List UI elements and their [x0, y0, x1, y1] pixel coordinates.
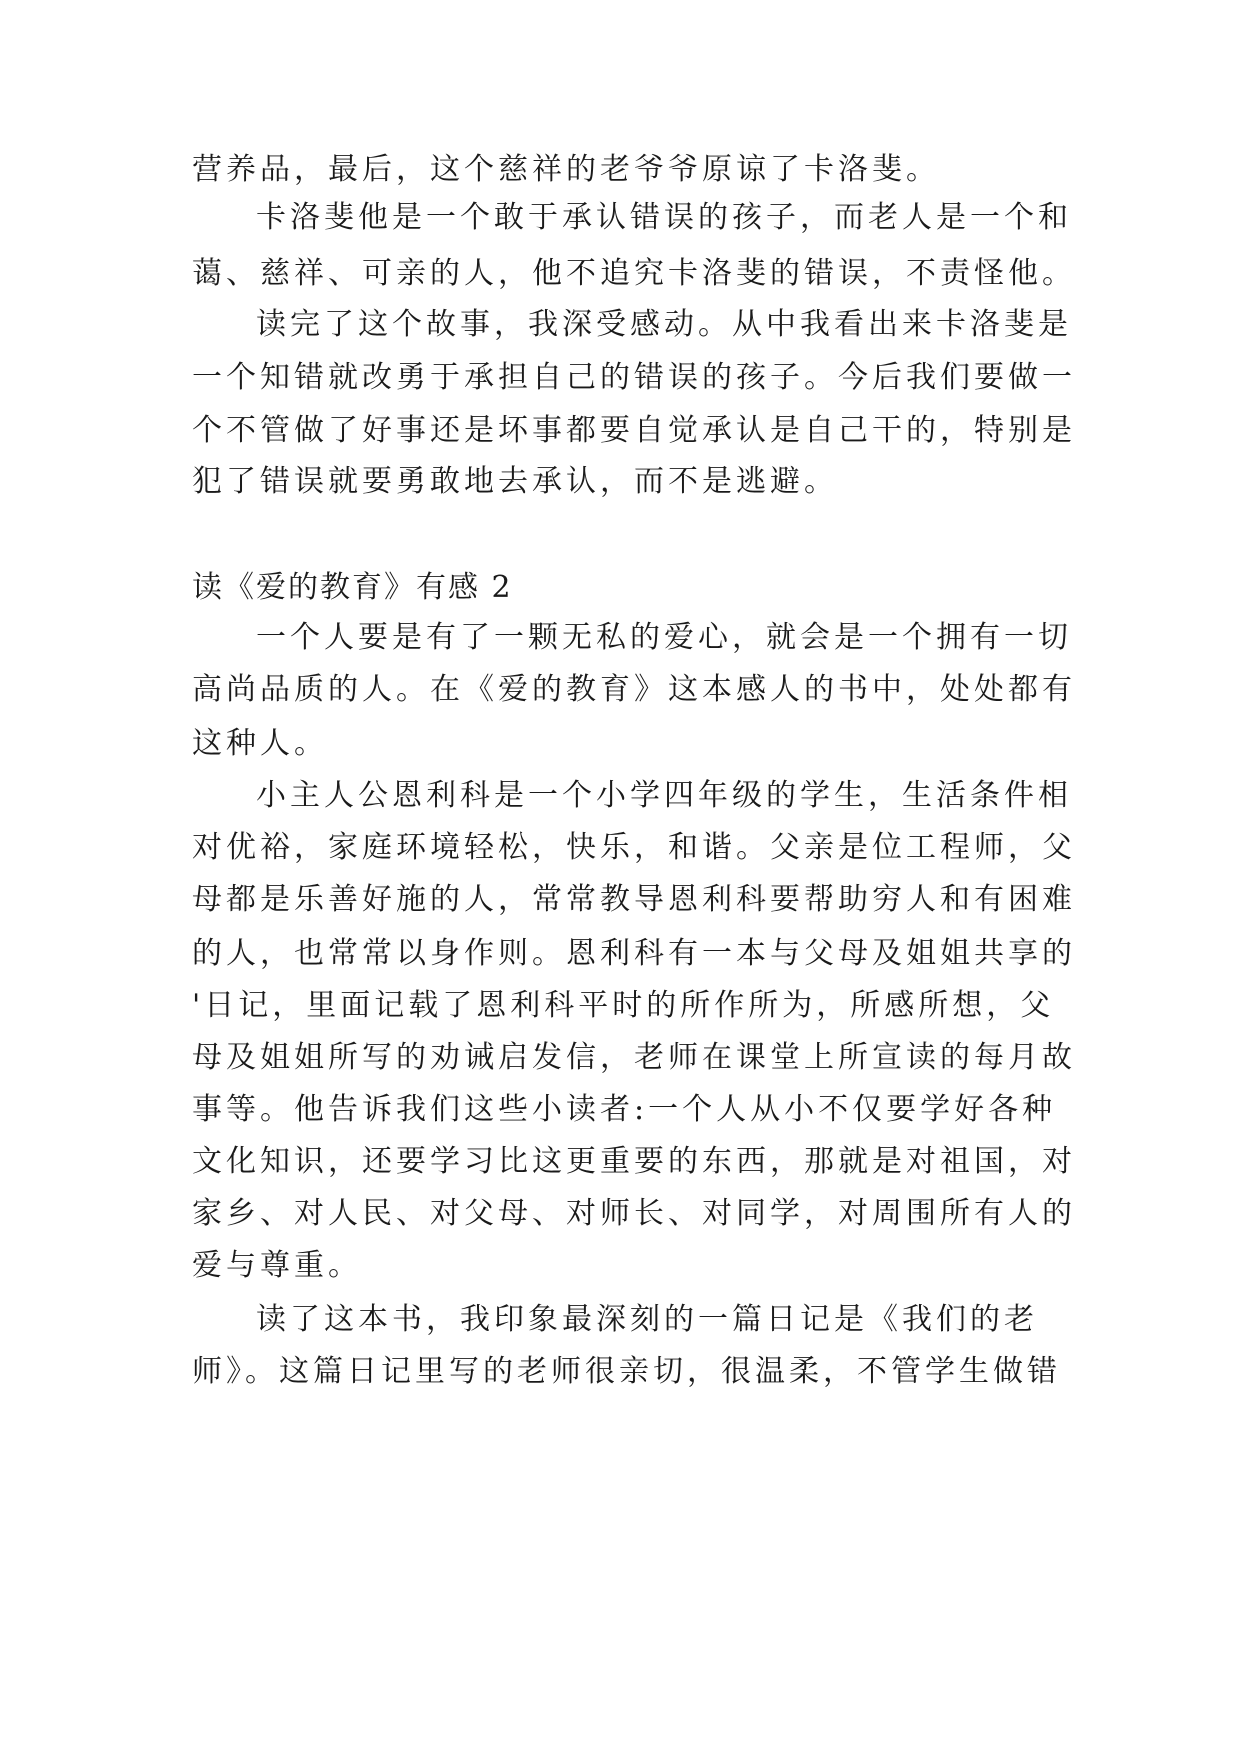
paragraph-start: 一个人要是有了一颗无私的爱心，就会是一个拥有一切 [256, 620, 1072, 655]
text-line: 爱与尊重。 [192, 1248, 362, 1283]
section-heading: 读《爱的教育》有感 2 [192, 570, 513, 605]
text-line: 对优裕，家庭环境轻松，快乐，和谐。父亲是位工程师，父 [192, 830, 1076, 865]
text-line: 个不管做了好事还是坏事都要自觉承认是自己干的，特别是 [192, 413, 1076, 448]
text-line: 家乡、对人民、对父母、对师长、对同学，对周围所有人的 [192, 1196, 1076, 1231]
text-line: 事等。他告诉我们这些小读者:一个人从小不仅要学好各种 [192, 1092, 1057, 1127]
text-line: 蔼、慈祥、可亲的人，他不追究卡洛斐的错误，不责怪他。 [192, 256, 1076, 291]
text-line: 师》。这篇日记里写的老师很亲切，很温柔，不管学生做错 [192, 1354, 1061, 1389]
paragraph-start: 卡洛斐他是一个敢于承认错误的孩子，而老人是一个和 [256, 200, 1072, 235]
text-line: 的人，也常常以身作则。恩利科有一本与父母及姐姐共享的 [192, 936, 1076, 971]
paragraph-start: 小主人公恩利科是一个小学四年级的学生，生活条件相 [256, 778, 1072, 813]
text-line: 营养品，最后，这个慈祥的老爷爷原谅了卡洛斐。 [192, 152, 940, 187]
text-line: 犯了错误就要勇敢地去承认，而不是逃避。 [192, 464, 838, 499]
paragraph-start: 读完了这个故事，我深受感动。从中我看出来卡洛斐是 [256, 307, 1072, 342]
text-line: 这种人。 [192, 726, 328, 761]
text-line: 母都是乐善好施的人，常常教导恩利科要帮助穷人和有困难 [192, 882, 1076, 917]
text-line: 高尚品质的人。在《爱的教育》这本感人的书中，处处都有 [192, 672, 1076, 707]
paragraph-start: 读了这本书，我印象最深刻的一篇日记是《我们的老 [256, 1302, 1038, 1337]
text-line: 母及姐姐所写的劝诫启发信，老师在课堂上所宣读的每月故 [192, 1040, 1076, 1075]
text-line: 文化知识，还要学习比这更重要的东西，那就是对祖国，对 [192, 1144, 1076, 1179]
text-line: 一个知错就改勇于承担自己的错误的孩子。今后我们要做一 [192, 360, 1076, 395]
text-line: '日记，里面记载了恩利科平时的所作所为，所感所想，父 [192, 988, 1055, 1023]
